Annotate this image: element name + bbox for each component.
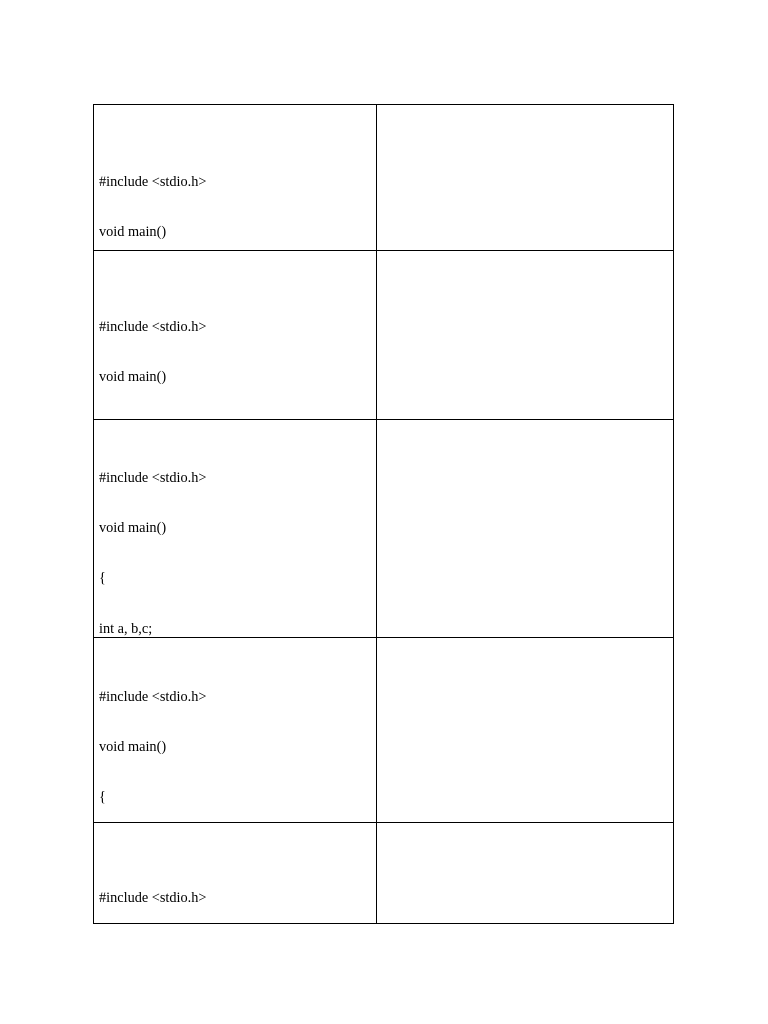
code-snippet (99, 436, 206, 637)
code-cell (94, 251, 377, 420)
table-row (94, 638, 674, 823)
table-row (94, 251, 674, 420)
table-row (94, 105, 674, 251)
code-snippet (99, 140, 255, 250)
code-line: void main() (99, 223, 167, 240)
code-cell (94, 105, 377, 251)
answer-cell (377, 823, 674, 924)
code-cell (94, 420, 377, 638)
code-line: void main() (99, 519, 167, 536)
code-line: void main() (99, 368, 167, 385)
code-line: int a, b,c; (99, 620, 153, 637)
answer-text (377, 105, 673, 250)
answer-text (377, 823, 673, 923)
code-line: #include <stdio.h> (99, 318, 207, 335)
answer-text (377, 638, 673, 822)
code-cell (94, 638, 377, 823)
answer-cell (377, 105, 674, 251)
code-line: #include <stdio.h> (99, 173, 207, 190)
code-line: #include <stdio.h> (99, 469, 207, 486)
code-line: #include <stdio.h> (99, 688, 207, 705)
code-snippet (99, 856, 256, 923)
answer-cell (377, 420, 674, 638)
code-snippet (99, 655, 265, 822)
code-line: { (99, 570, 106, 587)
code-line: #include <stdio.h> (99, 889, 207, 906)
code-line: { (99, 789, 106, 806)
answer-text (377, 251, 673, 419)
table-row (94, 420, 674, 638)
answer-cell (377, 638, 674, 823)
code-cell (94, 823, 377, 924)
answer-text (377, 420, 673, 637)
code-snippet (99, 285, 207, 419)
answer-cell (377, 251, 674, 420)
table-row (94, 823, 674, 924)
code-table (93, 104, 674, 924)
code-line: void main() (99, 738, 167, 755)
